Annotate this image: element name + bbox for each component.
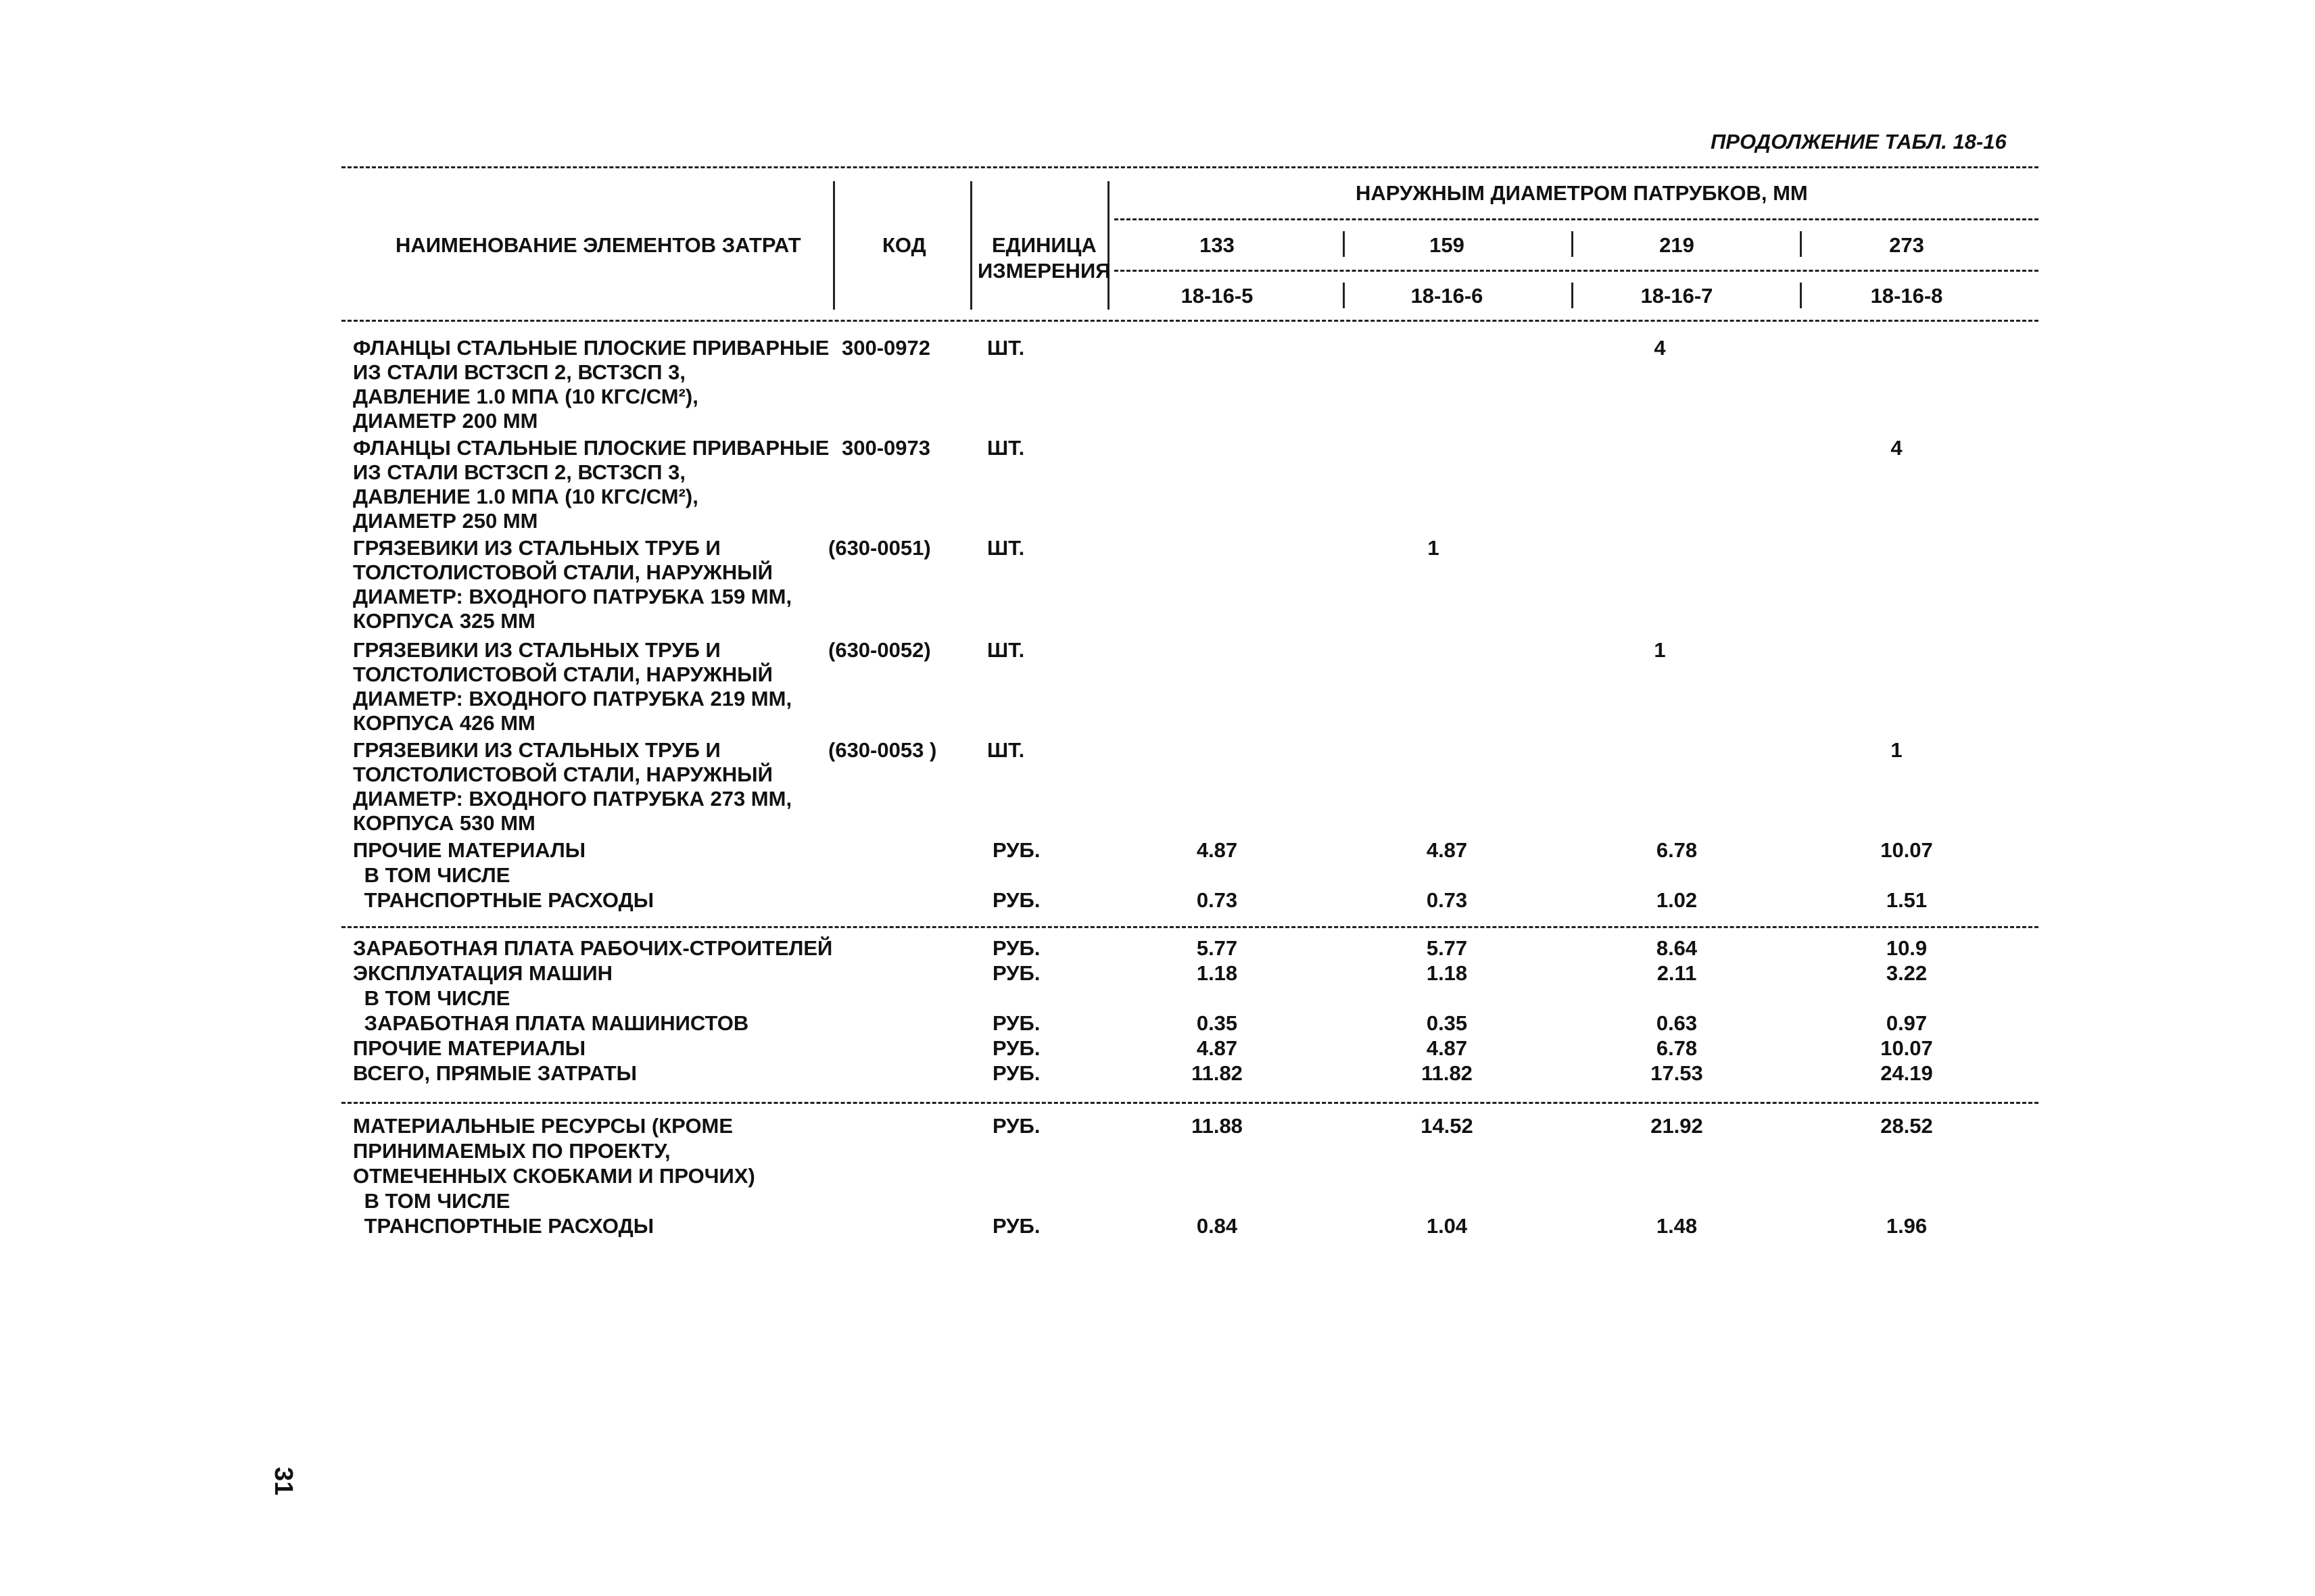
page-number: 31 xyxy=(269,1467,297,1496)
resources-5-value-159: 1.04 xyxy=(1426,1214,1468,1238)
row-5-name-line-4: КОРПУСА 530 ММ xyxy=(353,811,535,835)
resources-1-value-133: 11.88 xyxy=(1191,1114,1243,1138)
row-5-unit: ШТ. xyxy=(987,738,1025,762)
header-name-column: НАИМЕНОВАНИЕ ЭЛЕМЕНТОВ ЗАТРАТ xyxy=(396,233,801,257)
summary-6-unit: РУБ. xyxy=(993,1061,1041,1085)
header-mid-rule-1 xyxy=(1114,218,2038,220)
summary-1-label: ЗАРАБОТНАЯ ПЛАТА РАБОЧИХ-СТРОИТЕЛЕЙ xyxy=(353,936,833,960)
header-diameter-133: 133 xyxy=(1199,233,1235,257)
header-code-18-16-8: 18-16-8 xyxy=(1870,284,1943,308)
header-diameter-159: 159 xyxy=(1429,233,1464,257)
summary-5-value-219: 6.78 xyxy=(1656,1036,1698,1060)
header-group-title: НАРУЖНЫМ ДИАМЕТРОМ ПАТРУБКОВ, ММ xyxy=(1356,181,1808,205)
row-1-name-line-2: ИЗ СТАЛИ ВСТЗСП 2, ВСТЗСП 3, xyxy=(353,360,686,384)
resources-3-label: ОТМЕЧЕННЫХ СКОБКАМИ И ПРОЧИХ) xyxy=(353,1164,755,1188)
row-6-value-133: 4.87 xyxy=(1196,838,1238,862)
row-3-name-line-3: ДИАМЕТР: ВХОДНОГО ПАТРУБКА 159 ММ, xyxy=(353,585,792,608)
summary-5-value-273: 10.07 xyxy=(1880,1036,1933,1060)
header-unit-column-line-1: ЕДИНИЦА xyxy=(992,233,1097,257)
summary-6-value-273: 24.19 xyxy=(1880,1061,1933,1085)
summary-6-label: ВСЕГО, ПРЯМЫЕ ЗАТРАТЫ xyxy=(353,1061,637,1085)
header-separator-8 xyxy=(1571,283,1573,308)
row-2-code: 300-0973 xyxy=(842,436,931,460)
header-mid-rule-2 xyxy=(1114,270,2038,272)
row-6-unit: РУБ. xyxy=(993,838,1041,862)
resources-1-value-273: 28.52 xyxy=(1880,1114,1933,1138)
summary-1-value-159: 5.77 xyxy=(1426,936,1468,960)
row-4-name-line-4: КОРПУСА 426 ММ xyxy=(353,711,535,735)
row-5-value-273: 1 xyxy=(1890,738,1903,762)
summary-2-value-159: 1.18 xyxy=(1426,961,1468,985)
header-code-18-16-6: 18-16-6 xyxy=(1410,284,1483,308)
row-2-unit: ШТ. xyxy=(987,436,1025,460)
summary-4-value-133: 0.35 xyxy=(1196,1011,1238,1035)
header-separator-6 xyxy=(1800,231,1802,257)
row-4-value-219: 1 xyxy=(1654,638,1666,662)
row-1-name-line-3: ДАВЛЕНИЕ 1.0 МПА (10 КГС/СМ²), xyxy=(353,385,698,408)
summary-6-value-159: 11.82 xyxy=(1421,1061,1473,1085)
row-4-name-line-1: ГРЯЗЕВИКИ ИЗ СТАЛЬНЫХ ТРУБ И xyxy=(353,638,721,662)
resources-4-label: В ТОМ ЧИСЛЕ xyxy=(358,1189,510,1213)
row-6-value-273: 10.07 xyxy=(1880,838,1933,862)
row-1-name-line-4: ДИАМЕТР 200 ММ xyxy=(353,409,538,433)
summary-1-value-273: 10.9 xyxy=(1886,936,1928,960)
resources-1-label: МАТЕРИАЛЬНЫЕ РЕСУРСЫ (КРОМЕ xyxy=(353,1114,734,1138)
row-4-name-line-2: ТОЛСТОЛИСТОВОЙ СТАЛИ, НАРУЖНЫЙ xyxy=(353,662,773,686)
summary-4-unit: РУБ. xyxy=(993,1011,1041,1035)
header-separator-2 xyxy=(970,181,972,310)
resources-5-value-219: 1.48 xyxy=(1656,1214,1698,1238)
summary-4-label: ЗАРАБОТНАЯ ПЛАТА МАШИНИСТОВ xyxy=(358,1011,749,1035)
row-3-name-line-2: ТОЛСТОЛИСТОВОЙ СТАЛИ, НАРУЖНЫЙ xyxy=(353,560,773,584)
resources-1-value-159: 14.52 xyxy=(1421,1114,1473,1138)
row-1-code: 300-0972 xyxy=(842,336,931,360)
resources-1-value-219: 21.92 xyxy=(1650,1114,1703,1138)
row-8-value-219: 1.02 xyxy=(1656,888,1698,912)
table-caption: ПРОДОЛЖЕНИЕ ТАБЛ. 18-16 xyxy=(1711,130,2007,153)
header-separator-3 xyxy=(1107,181,1109,310)
summary-5-value-159: 4.87 xyxy=(1426,1036,1468,1060)
row-4-code: (630-0052) xyxy=(828,638,931,662)
header-top-rule xyxy=(341,166,2038,168)
header-bottom-rule xyxy=(341,320,2038,322)
row-1-name-line-1: ФЛАНЦЫ СТАЛЬНЫЕ ПЛОСКИЕ ПРИВАРНЫЕ xyxy=(353,336,830,360)
resources-5-value-273: 1.96 xyxy=(1886,1214,1928,1238)
row-2-name-line-1: ФЛАНЦЫ СТАЛЬНЫЕ ПЛОСКИЕ ПРИВАРНЫЕ xyxy=(353,436,830,460)
summary-top-rule xyxy=(341,926,2038,928)
header-code-18-16-5: 18-16-5 xyxy=(1180,284,1254,308)
header-separator-5 xyxy=(1571,231,1573,257)
row-3-name-line-4: КОРПУСА 325 ММ xyxy=(353,609,535,633)
row-2-name-line-2: ИЗ СТАЛИ ВСТЗСП 2, ВСТЗСП 3, xyxy=(353,460,686,484)
summary-4-value-159: 0.35 xyxy=(1426,1011,1468,1035)
summary-4-value-273: 0.97 xyxy=(1886,1011,1928,1035)
summary-5-unit: РУБ. xyxy=(993,1036,1041,1060)
row-3-value-159: 1 xyxy=(1427,536,1439,560)
row-4-unit: ШТ. xyxy=(987,638,1025,662)
summary-2-unit: РУБ. xyxy=(993,961,1041,985)
row-2-name-line-4: ДИАМЕТР 250 ММ xyxy=(353,509,538,533)
summary-5-label: ПРОЧИЕ МАТЕРИАЛЫ xyxy=(353,1036,586,1060)
summary-5-value-133: 4.87 xyxy=(1196,1036,1238,1060)
summary-6-value-133: 11.82 xyxy=(1191,1061,1243,1085)
summary-1-value-133: 5.77 xyxy=(1196,936,1238,960)
row-8-value-133: 0.73 xyxy=(1196,888,1238,912)
row-6-name: ПРОЧИЕ МАТЕРИАЛЫ xyxy=(353,838,586,862)
header-separator-4 xyxy=(1343,231,1345,257)
row-8-value-273: 1.51 xyxy=(1886,888,1928,912)
summary-2-value-273: 3.22 xyxy=(1886,961,1928,985)
summary-2-label: ЭКСПЛУАТАЦИЯ МАШИН xyxy=(353,961,613,985)
row-3-code: (630-0051) xyxy=(828,536,931,560)
resources-top-rule xyxy=(341,1102,2038,1104)
row-1-value-219: 4 xyxy=(1654,336,1666,360)
resources-5-value-133: 0.84 xyxy=(1196,1214,1238,1238)
row-8-unit: РУБ. xyxy=(993,888,1041,912)
summary-2-value-133: 1.18 xyxy=(1196,961,1238,985)
header-diameter-273: 273 xyxy=(1889,233,1924,257)
row-5-code: (630-0053 ) xyxy=(828,738,937,762)
header-separator-7 xyxy=(1343,283,1345,308)
summary-1-unit: РУБ. xyxy=(993,936,1041,960)
header-separator-9 xyxy=(1800,283,1802,308)
row-5-name-line-2: ТОЛСТОЛИСТОВОЙ СТАЛИ, НАРУЖНЫЙ xyxy=(353,763,773,786)
row-6-value-159: 4.87 xyxy=(1426,838,1468,862)
row-2-value-273: 4 xyxy=(1890,436,1903,460)
row-3-unit: ШТ. xyxy=(987,536,1025,560)
summary-4-value-219: 0.63 xyxy=(1656,1011,1698,1035)
resources-5-unit: РУБ. xyxy=(993,1214,1041,1238)
header-diameter-219: 219 xyxy=(1659,233,1694,257)
row-3-name-line-1: ГРЯЗЕВИКИ ИЗ СТАЛЬНЫХ ТРУБ И xyxy=(353,536,721,560)
header-code-column: КОД xyxy=(882,233,926,257)
summary-6-value-219: 17.53 xyxy=(1650,1061,1703,1085)
row-4-name-line-3: ДИАМЕТР: ВХОДНОГО ПАТРУБКА 219 ММ, xyxy=(353,687,792,710)
row-1-unit: ШТ. xyxy=(987,336,1025,360)
header-unit-column-line-2: ИЗМЕРЕНИЯ xyxy=(978,259,1111,283)
resources-1-unit: РУБ. xyxy=(993,1114,1041,1138)
summary-3-label: В ТОМ ЧИСЛЕ xyxy=(358,986,510,1010)
summary-2-value-219: 2.11 xyxy=(1656,961,1697,985)
row-2-name-line-3: ДАВЛЕНИЕ 1.0 МПА (10 КГС/СМ²), xyxy=(353,485,698,508)
header-separator-1 xyxy=(833,181,835,310)
resources-5-label: ТРАНСПОРТНЫЕ РАСХОДЫ xyxy=(358,1214,654,1238)
header-code-18-16-7: 18-16-7 xyxy=(1640,284,1713,308)
row-5-name-line-1: ГРЯЗЕВИКИ ИЗ СТАЛЬНЫХ ТРУБ И xyxy=(353,738,721,762)
row-6-value-219: 6.78 xyxy=(1656,838,1698,862)
row-5-name-line-3: ДИАМЕТР: ВХОДНОГО ПАТРУБКА 273 ММ, xyxy=(353,787,792,811)
summary-1-value-219: 8.64 xyxy=(1656,936,1698,960)
row-7-name: В ТОМ ЧИСЛЕ xyxy=(358,863,510,887)
resources-2-label: ПРИНИМАЕМЫХ ПО ПРОЕКТУ, xyxy=(353,1139,671,1163)
row-8-value-159: 0.73 xyxy=(1426,888,1468,912)
row-8-name: ТРАНСПОРТНЫЕ РАСХОДЫ xyxy=(358,888,654,912)
